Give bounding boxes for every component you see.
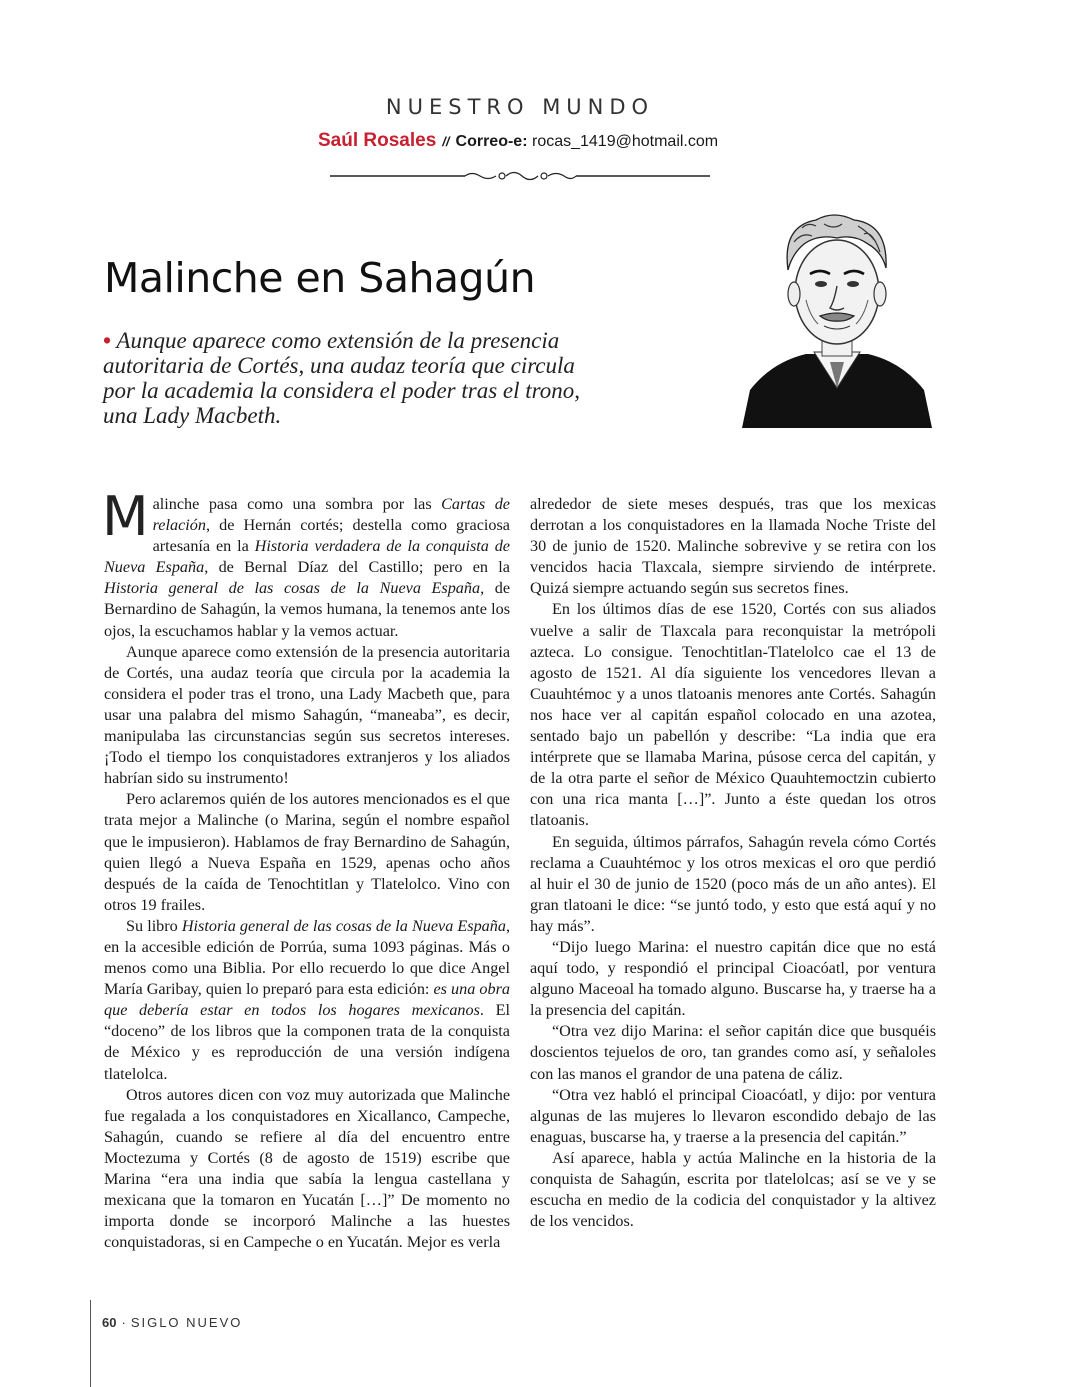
byline [318,130,718,152]
folio-dot: · [121,1315,126,1330]
book-title: Historia general de las cosas de la Nueva España [104,579,481,598]
author-name: Saúl Rosales [318,130,437,151]
article-paragraph: Su libro Historia general de las cosas de la Nueva España, en la accesible edición de Porrúa, suma 1093 páginas. Más o menos como una Biblia. Por ello recuerdo lo que dice Angel María Garibay, quien lo preparó para esta edición: es una obra que debería estar en todos los hogares mexicanos. El “doceno” de los libros que la componen trata de la conquista de México y es reproducción de una versión indígena tlatelolca. [104,916,510,1083]
article-paragraph: Otros autores dicen con voz muy autorizada que Malinche fue regalada a los conquistadores en Xicallanco, Campeche, Sahagún, cuando se refiere al día del encuentro entre Moctezuma y Cortés (8 de agosto de 1519) escribe que Marina “era una india que sabía la lengua castellana y mexicana que la tomaron en Yucatán […]” De momento no importa donde se incorporó Malinche a las huestes conquistadoras, si en Campeche o en Yucatán. Mejor es verla [104,1085,510,1252]
section-heading: NUESTRO MUNDO [385,95,655,119]
book-title: Cartas de relación [152,495,510,535]
article-paragraph: En seguida, últimos párrafos, Sahagún revela cómo Cortés reclama a Cuauhtémoc y los otros mexicas el oro que perdió al huir el 30 de junio de 1520 (poco más de un año antes). El gran tlatoani le dice: “se juntó todo, y esto que está aquí y no hay más”. [530,832,936,935]
article-paragraph: “Otra vez dijo Marina: el señor capitán dice que busquéis doscientos tejuelos de oro, tan grandes como así, y señaloles con las manos el grandor de una patena de cáliz. [530,1022,936,1083]
article-paragraph: Así aparece, habla y actúa Malinche en la historia de la conquista de Sahagún, escrita por tlatelolcas; así se ve y se escucha en medio de la codicia del conquistador y la altivez de los vencidos. [530,1148,936,1231]
article-paragraph: alrededor de siete meses después, tras que los mexicas derrotan a los conquistadores en la llamada Noche Triste del 30 de junio de 1520. Malinche sobrevive y se retira con los vencidos hacia Tlaxcala, siempre sirviendo de intérprete. Quizá siempre actuando según sus secretos fines. [530,495,936,598]
article-paragraph: En los últimos días de ese 1520, Cortés con sus aliados vuelve a salir de Tlaxcala para reconquistar la metrópoli azteca. Lo consigue. Tenochtitlan-Tlatelolco cae el 13 de agosto de 1521. Al día siguiente los vencedores llevan a Cuauhtémoc y a unos tlatoanis menores ante Cortés. Sahagún nos hace ver al capitán español colocado en una azotea, sentado bajo un pabellón y describe: “La india que era intérprete que se llamaba Marina, púsose cerca del capitán, y de la otra parte el señor de México Quauhtemoctzin cubierto con una rica manta […]”. Junto a éste quedan los otros tlatoanis. [530,600,936,830]
lead-text: Aunque aparece como extensión de la presencia autoritaria de Cortés, una audaz teoría que circula por la academia la considera el poder tras el trono, una Lady Macbeth. [103,328,580,428]
quote-italic: es una obra que debería estar en todos los hogares mexicanos [104,980,510,1020]
magazine-name: SIGLO NUEVO [130,1315,243,1330]
article-paragraph: Pero aclaremos quién de los autores mencionados es el que trata mejor a Malinche (o Marina, según el nombre español que le impusieron). Hablamos de fray Bernardino de Sahagún, quien llegó a Nueva España en 1529, apenas ocho años después de la caída de Tenochtitlan y Tlatelolco. Vino con otros 19 frailes. [104,790,510,914]
footer-rule [90,1300,91,1387]
email-label: Correo-e: [455,133,528,150]
article-paragraph: “Otra vez habló el principal Cioacóatl, y dijo: por ventura algunas de las mujeres lo llevaron escondido debajo de las enaguas, buscarse ha, y traerse a la presencia del capitán.” [530,1085,936,1146]
ornament-divider-icon [330,168,710,184]
lead-bullet-icon: • [103,328,112,353]
byline-separator: // [442,134,450,149]
article-title: Malinche en Sahagún [104,254,536,302]
book-title: Historia verdadera de la conquista de Nueva España [104,537,510,577]
article-column-right [530,494,936,1232]
page-number: 60 [102,1315,117,1330]
book-title: Historia general de las cosas de la Nueva España [181,916,506,935]
dropcap: M [102,485,149,548]
article-paragraph: Malinche pasa como una sombra por las Cartas de relación, de Hernán cortés; destella como graciosa artesanía en la Historia verdadera de la conquista de Nueva España, de Bernal Díaz del Castillo; pero en la Historia general de las cosas de la Nueva España, de Bernardino de Sahagún, la vemos humana, la tenemos ante los ojos, la escuchamos hablar y la vemos actuar. [102,485,511,640]
author-email[interactable]: rocas_1419@hotmail.com [531,133,719,150]
article-paragraph: Aunque aparece como extensión de la presencia autoritaria de Cortés, una audaz teoría que circula por la academia la considera el poder tras el trono, una Lady Macbeth que, para usar una palabra del mismo Sahagún, “maneaba”, es decir, manipulaba las circunstancias según sus secretos intereses. ¡Todo el tiempo los conquistadores extranjeros y los aliados habrían sido su instrumento! [104,642,510,788]
page-folio [102,1315,242,1330]
author-portrait-illustration [742,212,932,428]
article-paragraph: “Dijo luego Marina: el nuestro capitán dice que no está aquí todo, y respondió el principal Cioacóatl, por ventura alguno Maceoal ha tomado alguno. Buscarse ha, y traerse ha a la presencia del capitán. [530,937,936,1020]
article-lead [103,328,598,428]
article-column-left [102,485,511,1253]
